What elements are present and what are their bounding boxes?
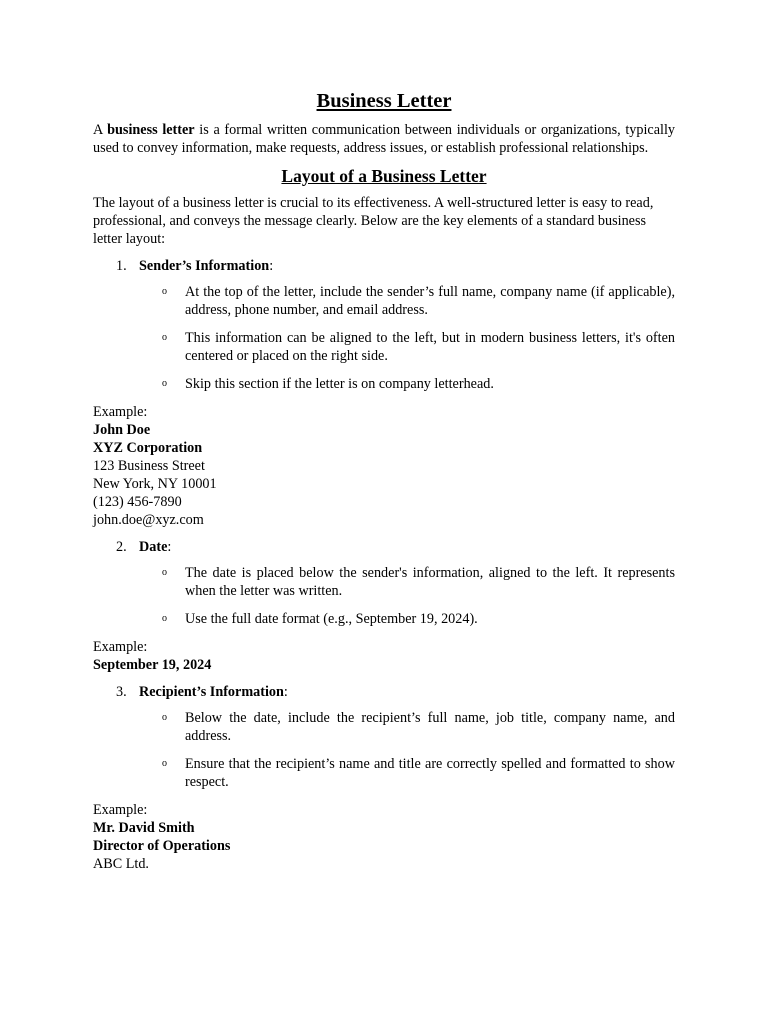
example-line: 123 Business Street <box>93 458 205 474</box>
bullet-text: Below the date, include the recipient’s full name, job title, company name, and address. <box>185 710 675 744</box>
bullet-marker: o <box>162 286 167 297</box>
intro-rest: is a formal written communication between individuals or organizations, typically used to convey information, make requests, address issues, or establish professional relationships. <box>93 122 675 156</box>
list-item <box>93 564 675 600</box>
intro-paragraph <box>93 121 675 157</box>
bullet-text: Skip this section if the letter is on company letterhead. <box>185 376 494 392</box>
bullet-text: Use the full date format (e.g., September 19, 2024). <box>185 611 478 627</box>
section-number: 2. <box>116 539 127 555</box>
example-block <box>93 638 675 674</box>
section-date <box>93 538 675 556</box>
example-label: Example: <box>93 639 148 655</box>
bullet-text: The date is placed below the sender's information, aligned to the left. It represents when the letter was written. <box>185 565 675 599</box>
document-page <box>93 88 675 873</box>
example-block <box>93 403 675 529</box>
section-number: 1. <box>116 258 127 274</box>
example-line: john.doe@xyz.com <box>93 512 204 528</box>
example-block <box>93 801 675 873</box>
example-label: Example: <box>93 802 148 818</box>
example-line: New York, NY 10001 <box>93 476 217 492</box>
bullet-marker: o <box>162 712 167 723</box>
bullet-text: This information can be aligned to the left, but in modern business letters, it's often centered or placed on the right side. <box>185 330 675 364</box>
section-title: Sender’s Information <box>139 258 270 274</box>
bullet-marker: o <box>162 613 167 624</box>
layout-intro-paragraph: The layout of a business letter is crucial to its effectiveness. A well-structured letter is easy to read, professional, and conveys the message clearly. Below are the key elements of a standard business letter layout: <box>93 195 654 247</box>
bullet-list <box>93 564 675 628</box>
section-title: Recipient’s Information <box>139 684 284 700</box>
list-item <box>93 283 675 319</box>
list-item <box>93 755 675 791</box>
list-item <box>93 610 675 628</box>
intro-prefix: A <box>93 122 108 138</box>
bullet-marker: o <box>162 758 167 769</box>
layout-heading: Layout of a Business Letter <box>281 166 487 186</box>
example-label: Example: <box>93 404 148 420</box>
example-line: September 19, 2024 <box>93 657 212 673</box>
section-senders-information <box>93 257 675 275</box>
intro-bold-term: business letter <box>107 122 195 138</box>
page-title: Business Letter <box>316 90 452 112</box>
example-line: John Doe <box>93 422 151 438</box>
bullet-marker: o <box>162 378 167 389</box>
bullet-list <box>93 709 675 791</box>
bullet-marker: o <box>162 567 167 578</box>
bullet-marker: o <box>162 332 167 343</box>
section-recipients-information <box>93 683 675 701</box>
example-line: Mr. David Smith <box>93 820 195 836</box>
list-item <box>93 709 675 745</box>
list-item <box>93 329 675 365</box>
example-line: Director of Operations <box>93 838 231 854</box>
example-line: (123) 456-7890 <box>93 494 182 510</box>
section-colon: : <box>283 684 288 700</box>
example-line: XYZ Corporation <box>93 440 203 456</box>
section-title: Date <box>139 539 168 555</box>
bullet-list <box>93 283 675 393</box>
section-number: 3. <box>116 684 127 700</box>
bullet-text: Ensure that the recipient’s name and title are correctly spelled and formatted to show respect. <box>185 756 675 790</box>
bullet-text: At the top of the letter, include the sender’s full name, company name (if applicable), address, phone number, and email address. <box>185 284 675 318</box>
example-line: ABC Ltd. <box>93 856 149 872</box>
section-colon: : <box>269 258 274 274</box>
list-item <box>93 375 675 393</box>
section-colon: : <box>167 539 172 555</box>
